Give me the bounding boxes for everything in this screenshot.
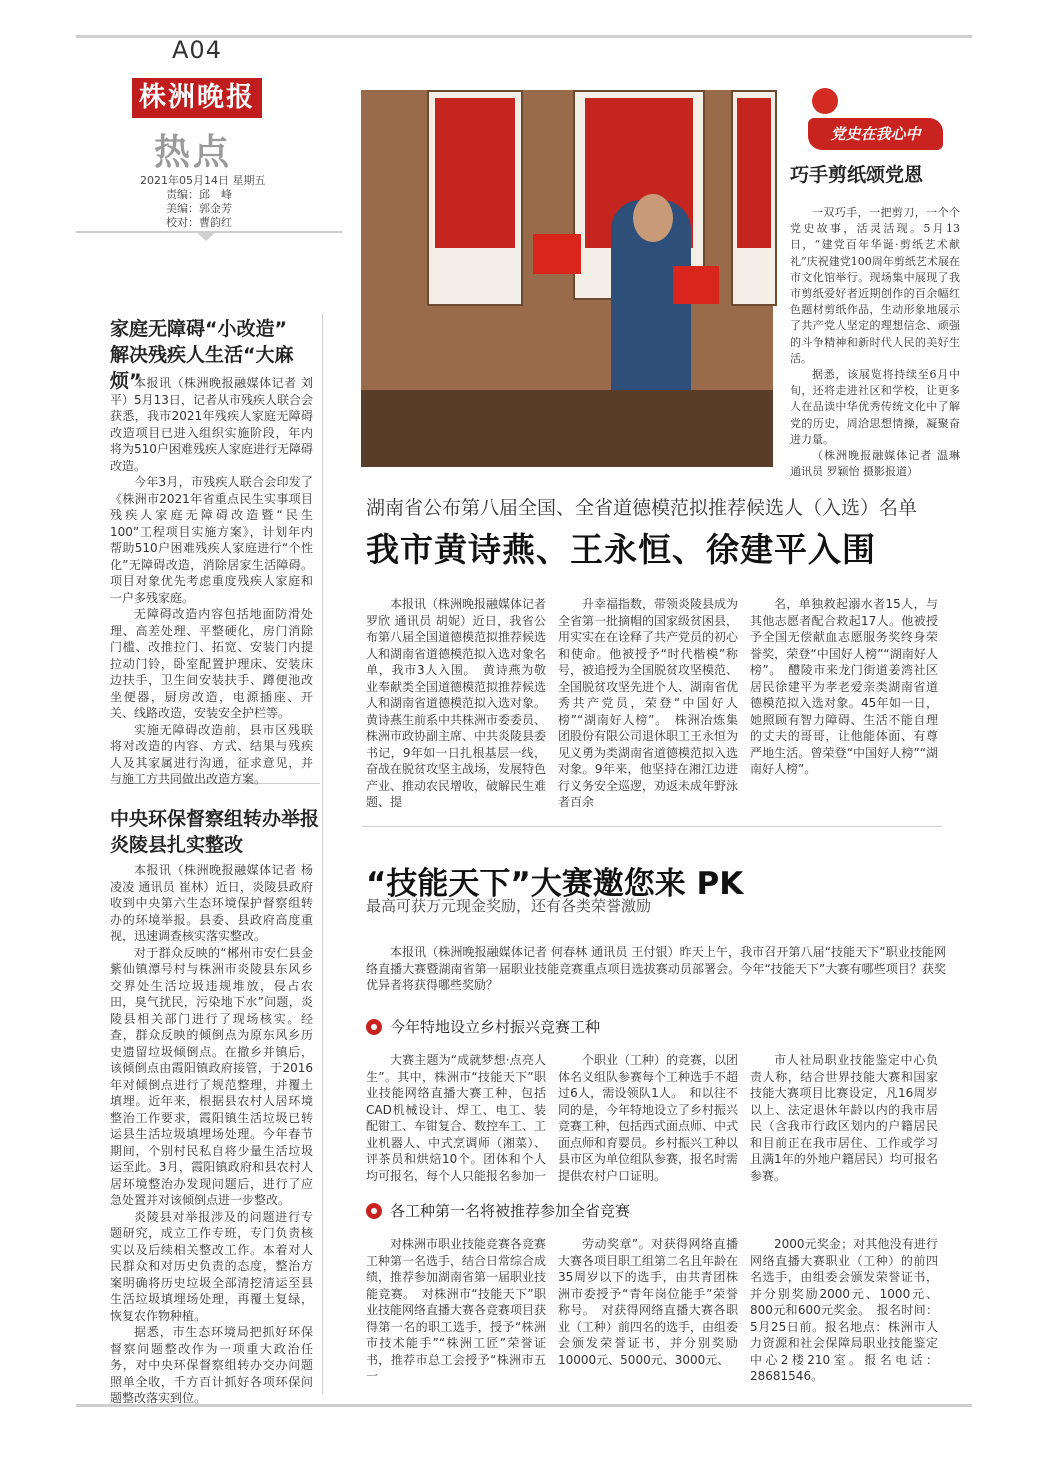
story1-title-line2: 解决残疾人生活“大麻烦” [110,344,294,392]
floor [361,390,773,467]
story4-subhead2: 各工种第一名将被推荐参加全省竞赛 [390,1202,631,1220]
column-divider [322,314,323,1394]
chevron-down-icon [196,232,216,241]
story4-lead-text: 本报讯（株洲晚报融媒体记者 何春林 通讯员 王付银）昨天上午，我市召开第八届“技能天下”职业技能网络直播大赛暨湖南省第一届职业技能竞赛重点项目选拔赛动员部署会。今年“技能天下”大赛有哪些项目？获奖优异者将获得哪些奖励？ [366,945,946,992]
story3-column [750,596,938,810]
story4-text: 劳动奖章”。对获得网络直播大赛各项目职工组第二名且年龄在35周岁以下的选手，由共青团株洲市委授予“青年岗位能手”荣誉称号。 对获得网络直播大赛各职业（工种）前四名的选手，由组委会颁发荣誉证书，并分别奖励10000元、5000元、3000元、 [558,1237,739,1367]
story4-headline: “技能天下”大赛邀您来 PK [366,866,744,902]
feature-body [790,205,960,480]
exhibition-photo [361,90,773,467]
story4-lead [366,944,946,992]
story4-subhead1: 今年特地设立乡村振兴竞赛工种 [390,1018,601,1036]
story4-column [750,1236,938,1388]
flag-icon [533,234,581,274]
papercut-art [435,98,515,248]
feature-title: 巧手剪纸颂党恩 [790,164,924,186]
story2-paragraph: 炎陵县对举报涉及的问题进行专题研究，成立工作专班，专门负责核实以及后续相关整改工作。本着对人民群众和对历史负责的态度，整治方案明确将历史垃圾全部清挖清运至县生活垃圾填埋场处理，再覆土复绿，恢复农作物种植。 [110,1209,313,1323]
story3-headline: 我市黄诗燕、王永恒、徐建平入围 [366,530,876,569]
photo-credit: （株洲晚报融媒体记者 温琳 通讯员 罗颖怡 摄影报道） [790,449,960,479]
story1-paragraph: 无障碍改造内容包括地面防滑处理、高差处理、平整硬化，房门消除门槛、改推拉门、拓宽、安装门内提拉动门铃，卧室配置护理床、安装床边扶手，卫生间安装扶手、蹲便池改坐便器，厨房改造，电源插座、开关、线路改造，安装安全护栏等。 [110,607,313,720]
story4-column [558,1236,738,1388]
story2-body [110,862,313,1405]
story3-text: 名，单独救起溺水者15人，与其他志愿者配合救起17人。他被授予全国无偿献血志愿服务奖终身荣誉奖，荣登“中国好人榜”“湖南好人榜”。 醴陵市来龙门街道姜湾社区居民徐建平为孝老爱亲类湖南省道德模范拟入选对象。45年如一日，她照顾有智力障碍、生活不能自理的丈夫的哥哥，让他能体面、有尊严地生活。曾荣登“中国好人榜”“湖南好人榜”。 [750,597,938,776]
story4-text: 2000元奖金；对其他没有进行网络直播大赛职业（工种）的前四名选手，由组委会颁发荣誉证书，并分别奖励2000元、1000元、800元和600元奖金。 报名时间：5月25日前。报名地点：株洲市人力资源和社会保障局职业技能鉴定中心2楼210室。报名电话：28681546。 [750,1237,938,1383]
papercut-frame-right [731,90,777,306]
person-head [633,194,673,242]
papercut-frame-left [427,90,523,306]
story1-title-line1: 家庭无障碍“小改造” [110,318,287,340]
story1-body [110,375,313,786]
issue-date: 2021年05月14日 星期五 [140,174,266,187]
story2-paragraph: 对于群众反映的“郴州市安仁县金紫仙镇潭号村与株洲市炎陵县东风乡交界处生活垃圾违规堆放，侵占农田，臭气扰民，污染地下水”问题，炎陵县相关部门进行了现场核实。经查，群众反映的倾倒点为原东风乡历史遗留垃圾倾倒点。在撤乡并镇后，该倾倒点由霞阳镇政府接管，于2016年对倾倒点进行了规范整理，并覆土填埋。近年来，根据县农村人居环境整治工作要求，霞阳镇生活垃圾已转运县生活垃圾填埋场处理。今年春节期间，个别村民私自将少量生活垃圾运至此。3月，霞阳镇政府和县农村人居环境整治办发现问题后，进行了应急处置并对该倾倒点进一步整改。 [110,945,313,1207]
story4-text: 市人社局职业技能鉴定中心负责人称，结合世界技能大赛和国家技能大赛项目比赛设定，凡16周岁以上、法定退休年龄以内的我市居民（含我市行政区划内的户籍居民和目前正在我市居住、工作或学习且满1年的外地户籍居民）均可报名参赛。 [750,1053,938,1183]
story4-column [366,1052,546,1192]
story-divider [362,826,942,827]
papercut-art [737,98,771,248]
story4-column [366,1236,546,1388]
story4-text: 对株洲市职业技能竞赛各竞赛工种第一名选手，结合日常综合成绩，推荐参加湖南省第一届职业技能竞赛。 对株洲市“技能天下”职业技能网络直播大赛各竞赛项目获得第一名的职工选手，授予“株洲市技术能手”“株洲工匠”荣誉证书，推荐市总工会授予“株洲市五一 [366,1237,547,1383]
story3-text: 本报讯（株洲晚报融媒体记者 罗欣 通讯员 胡妮）近日，我省公布第八届全国道德模范拟推荐候选人和湖南省道德模范拟入选对象名单，我市3人入围。 黄诗燕为敬业奉献类全国道德模范拟推荐候选人和湖南省道德模范拟入选对象。黄诗燕生前系中共株洲市委委员、株洲市政协副主席、中共炎陵县委书记，9年如一日扎根基层一线，奋战在脱贫攻坚主战场，发展特色产业、推动农民增收，破解民生难题、提 [366,597,547,809]
editor-credit: 责编：邱 峰 [166,188,232,201]
story2-paragraph: 本报讯（株洲晚报融媒体记者 杨凌凌 通讯员 崔林）近日，炎陵县政府收到中央第六生态环境保护督察组转办的环境举报。县委、县政府高度重视，迅速调查核实落实整改。 [110,863,313,943]
story1-paragraph: 今年3月，市残疾人联合会印发了《株洲市2021年省重点民生实事项目残疾人家庭无障碍改造暨“民生100”工程项目实施方案》，计划年内帮助510户困难残疾人家庭进行“个性化”无障碍改造，消除居家生活障碍。项目对象优先考虑重度残疾人家庭和一户多残家庭。 [110,475,313,605]
bullet-icon [366,1203,382,1219]
section-title: 热点 [154,131,233,173]
story4-text: 个职业（工种）的竞赛，以团体名义组队参赛每个工种选手不超过6人，需设领队1人。 和以往不同的是，今年特地设立了乡村振兴竞赛工种，包括西式面点师、中式面点师和育婴员。乡村振兴工种以县市区为单位组队参赛，报名时需提供农村户口证明。 [558,1053,739,1183]
proof-credit: 校对：曹韵红 [166,216,232,229]
story3-column [366,596,546,810]
story1-paragraph: 实施无障碍改造前，县市区残联将对改造的内容、方式、结果与残疾人及其家属进行沟通，征求意见，并与施工方共同做出改造方案。 [110,722,313,786]
page-number: A04 [172,36,222,64]
story4-text: 大赛主题为“成就梦想·点亮人生”。其中，株洲市“技能天下”职业技能网络直播大赛工种，包括CAD机械设计、焊工、电工、装配钳工、车钳复合、数控车工、工业机器人、中式烹调师（湘菜）、评茶员和烘焙10个。团体和个人均可报名，每个人只能报名参加一 [366,1053,547,1183]
feature-paragraph: 一双巧手，一把剪刀，一个个党史故事，活灵活现。5月13日，“建党百年华诞·剪纸艺术献礼”庆祝建党100周年剪纸艺术展在市文化馆举行。现场集中展现了我市剪纸爱好者近期创作的百余幅红色题材剪纸作品，生动形象地展示了共产党人坚定的理想信念、顽强的斗争精神和新时代人民的美好生活。 [790,206,960,365]
story3-kicker: 湖南省公布第八届全国、全省道德模范拟推荐候选人（入选）名单 [366,497,918,519]
story3-text: 升幸福指数，带领炎陵县成为全省第一批摘帽的国家级贫困县，用实实在在诠释了共产党员的初心和使命。他被授予“时代楷模”称号，被追授为全国脱贫攻坚模范、全国脱贫攻坚先进个人、湖南省优秀共产党员，荣登“中国好人榜”“湖南好人榜”。 株洲冶炼集团股份有限公司退休职工王永恒为见义勇为类湖南省道德模范拟入选对象。9年来，他坚持在湘江边进行义务安全巡逻，劝返未成年野泳者百余 [558,597,739,809]
bullet-icon [366,1019,382,1035]
story3-column [558,596,738,810]
designer-credit: 美编：郭金芳 [166,202,232,215]
story2-paragraph: 据悉，市生态环境局把抓好环保督察问题整改作为一项重大政治任务，对中央环保督察组转办交办问题照单全收，千方百计抓好各项环保问题整改落实到位。 [110,1325,313,1405]
feature-paragraph: 据悉，该展览将持续至6月中旬，还将走进社区和学校，让更多人在品读中华优秀传统文化中了解党的历史，周洽思想情操，凝聚奋进力量。 [790,368,960,446]
masthead-logo: 株洲晚报 [132,78,262,118]
story1-paragraph: 本报讯（株洲晚报融媒体记者 刘平）5月13日，记者从市残疾人联合会获悉，我市2021年残疾人家庭无障碍改造项目已进入组织实施阶段，年内将为510户困难残疾人家庭进行无障碍改造。 [110,376,313,473]
story4-column [558,1052,738,1192]
story4-subtitle: 最高可获万元现金奖励，还有各类荣誉激励 [366,897,652,915]
story2-title-line2: 炎陵县扎实整改 [110,834,244,856]
story2-title [110,806,320,858]
party-emblem-icon [812,88,838,114]
story4-column [750,1052,938,1192]
flag-icon [673,266,719,304]
column-badge: 党史在我心中 [808,118,943,150]
story2-title-line1: 中央环保督察组转办举报 [110,808,320,830]
